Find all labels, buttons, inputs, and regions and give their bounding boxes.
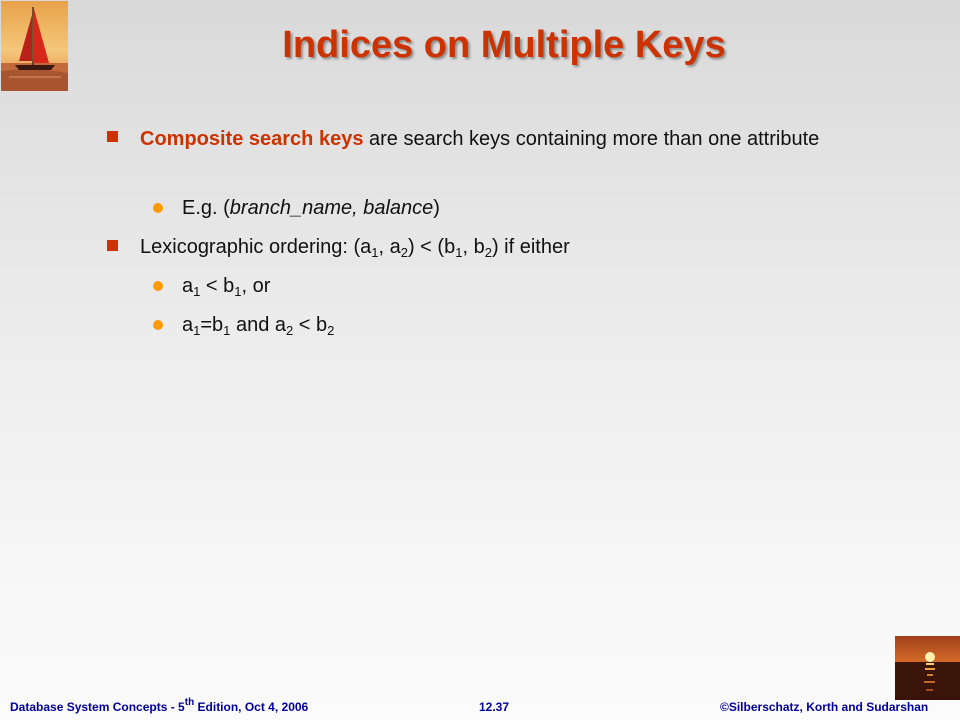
round-bullet-icon bbox=[153, 203, 163, 213]
bullet-composite-keys bbox=[140, 125, 880, 153]
sub-bullet-condition-2: $a_1=b_1$ and $a_2 < b_2$ bbox=[182, 314, 335, 338]
sunset-image bbox=[895, 636, 960, 700]
round-bullet-icon bbox=[153, 320, 163, 330]
round-bullet-icon bbox=[153, 281, 163, 291]
sub-bullet-condition-1: $a_1 < b_1$, or bbox=[182, 275, 271, 299]
composite-keys-definition: are search keys containing more than one attribute bbox=[363, 128, 820, 150]
bullet-lexicographic: Lexicographic ordering: ($a_1$, $a_2) < (b_1$, $b_2$) if either bbox=[140, 236, 570, 260]
example-attributes: branch_name, balance bbox=[229, 197, 434, 219]
composite-keys-term: Composite search keys bbox=[140, 128, 364, 150]
footer-copyright: ©Silberschatz, Korth and Sudarshan bbox=[720, 700, 929, 714]
footer-book-info: Database System Concepts - 5th Edition, Oct 4, 2006 bbox=[10, 697, 309, 714]
square-bullet-icon bbox=[107, 240, 118, 251]
footer-page-number: 12.37 bbox=[479, 700, 510, 714]
square-bullet-icon bbox=[107, 131, 118, 142]
slide-title: Indices on Multiple Keys bbox=[282, 24, 726, 66]
sub-bullet-example: E.g. (branch_name, balance) bbox=[182, 197, 440, 219]
